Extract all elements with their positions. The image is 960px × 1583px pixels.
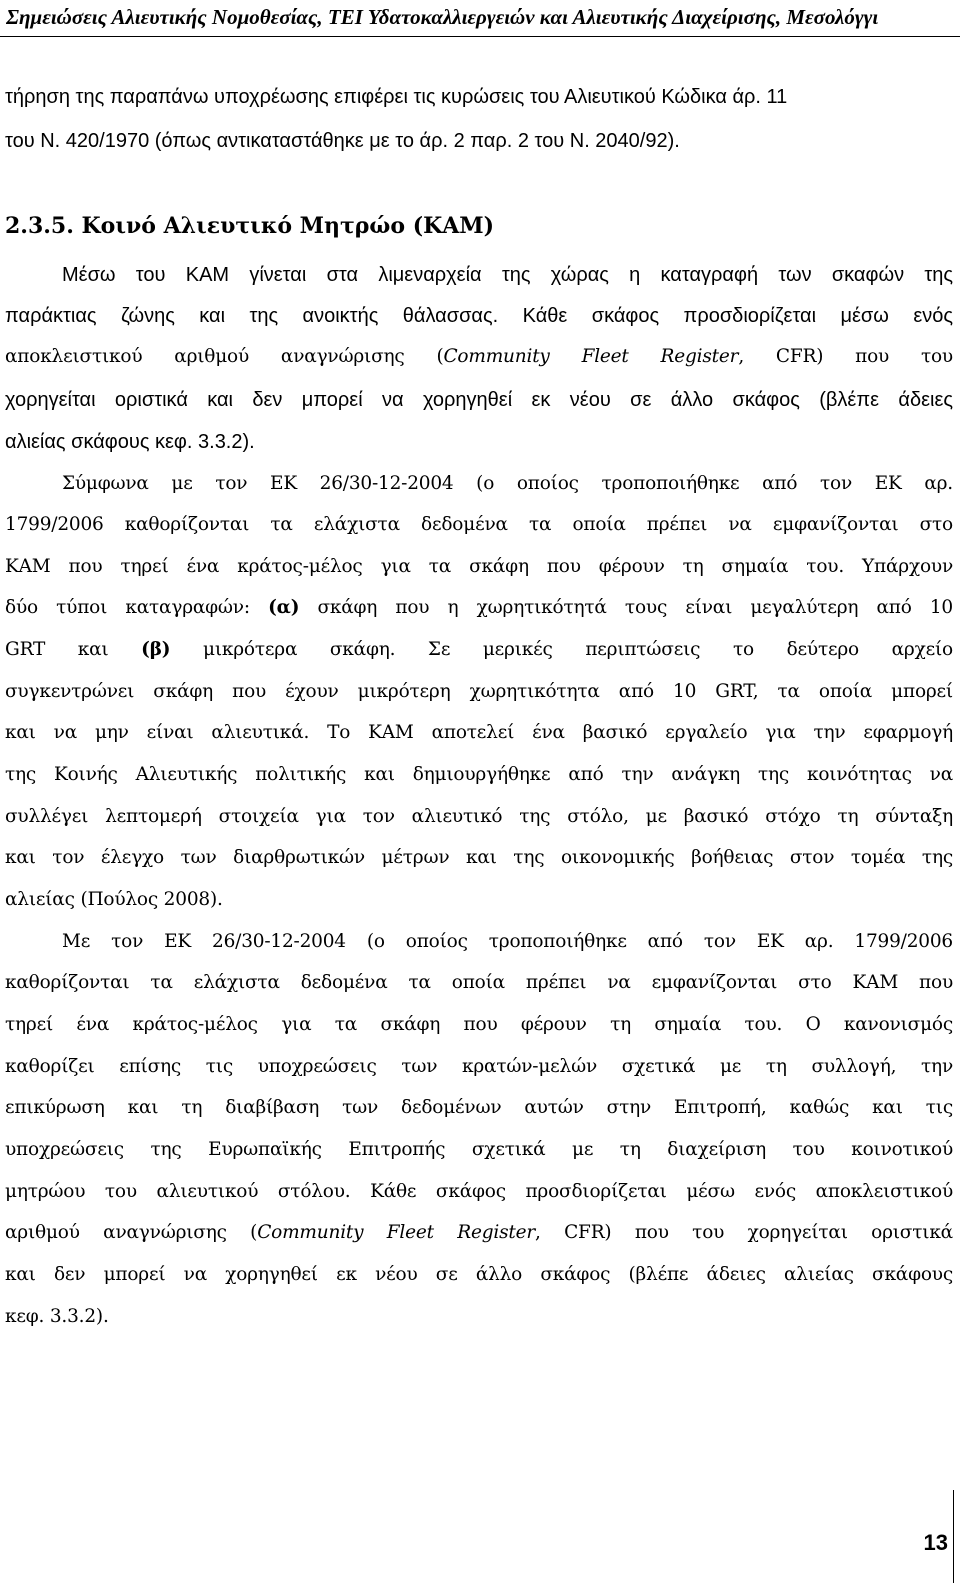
p3-line-1: Με τον ΕΚ 26/30-12-2004 (ο οποίος τροποποιήθηκε από τον ΕΚ αρ. 1799/2006 xyxy=(62,931,953,952)
section-heading: 2.3.5. Κοινό Αλιευτικό Μητρώο (ΚΑΜ) xyxy=(5,213,495,239)
p2-line-6: συγκεντρώνει σκάφη που έχουν μικρότερη χωρητικότητα από 10 GRT, τα οποία μπορεί xyxy=(5,681,953,702)
p2-line-4 xyxy=(5,593,953,623)
intro-line-1: τήρηση της παραπάνω υποχρέωσης επιφέρει τις κυρώσεις του Αλιευτικού Κώδικα άρ. 11 xyxy=(5,86,788,108)
p3-line-9: και δεν μπορεί να χορηγηθεί εκ νέου σε άλλο σκάφος (βλέπε άδειες αλιείας σκάφους xyxy=(5,1264,953,1285)
p2-line-5-a: GRT και xyxy=(5,639,142,660)
running-header-title: Σημειώσεις Αλιευτικής Νομοθεσίας, ΤΕΙ Υδατοκαλλιεργειών και Αλιευτικής Διαχείρισης, Μεσολόγγι xyxy=(6,5,879,29)
p3-line-8-a: αριθμού αναγνώρισης ( xyxy=(5,1222,258,1243)
p2-line-4-b: σκάφη που η χωρητικότητά τους είναι μεγαλύτερη από 10 xyxy=(299,597,953,618)
p2-line-7: και να μην είναι αλιευτικά. Το ΚΑΜ αποτελεί ένα βασικό εργαλείο για την εφαρμογή xyxy=(5,722,953,743)
p3-line-5: επικύρωση και τη διαβίβαση των δεδομένων αυτών στην Επιτροπή, καθώς και τις xyxy=(5,1097,953,1118)
p3-line-7: μητρώου του αλιευτικού στόλου. Κάθε σκάφος προσδιορίζεται μέσω ενός αποκλειστικού xyxy=(5,1181,953,1202)
intro-line-2: του Ν. 420/1970 (όπως αντικαταστάθηκε με το άρ. 2 παρ. 2 του Ν. 2040/92). xyxy=(5,130,680,152)
p3-line-8 xyxy=(5,1218,953,1248)
p1-line-3-a: αποκλειστικού αριθμού αναγνώρισης ( xyxy=(5,346,444,367)
p2-line-5-bold: (β) xyxy=(141,639,171,660)
p1-line-5: αλιείας σκάφους κεφ. 3.3.2). xyxy=(5,431,255,453)
p3-line-3: τηρεί ένα κράτος-μέλος για τα σκάφη που φέρουν τη σημαία του. Ο κανονισμός xyxy=(5,1014,953,1035)
p2-line-4-bold: (α) xyxy=(268,597,300,618)
p3-line-2: καθορίζονται τα ελάχιστα δεδομένα τα οποία πρέπει να εμφανίζονται στο ΚΑΜ που xyxy=(5,972,953,993)
p3-line-6: υποχρεώσεις της Ευρωπαϊκής Επιτροπής σχετικά με τη διαχείριση του κοινοτικού xyxy=(5,1139,953,1160)
p2-line-3: ΚΑΜ που τηρεί ένα κράτος-μέλος για τα σκάφη που φέρουν τη σημαία του. Υπάρχουν xyxy=(5,556,953,577)
p2-line-4-a: δύο τύποι καταγραφών: xyxy=(5,597,269,618)
p2-line-1: Σύμφωνα με τον ΕΚ 26/30-12-2004 (ο οποίος τροποποιήθηκε από τον ΕΚ αρ. xyxy=(62,473,953,494)
p1-line-3-italic: Community Fleet Register xyxy=(443,346,739,367)
p1-line-3 xyxy=(5,342,953,372)
p2-line-11: αλιείας (Πούλος 2008). xyxy=(5,889,223,910)
p1-line-3-b: , CFR) που του xyxy=(738,346,953,367)
p1-line-4: χορηγείται οριστικά και δεν μπορεί να χορηγηθεί εκ νέου σε άλλο σκάφος (βλέπε άδειες xyxy=(5,389,953,411)
running-header xyxy=(0,0,960,37)
p3-line-10: κεφ. 3.3.2). xyxy=(5,1306,109,1327)
footer-rule xyxy=(953,1490,954,1583)
p3-line-8-italic: Community Fleet Register xyxy=(257,1222,536,1243)
p3-line-8-b: , CFR) που του χορηγείται οριστικά xyxy=(535,1222,953,1243)
p2-line-5-b: μικρότερα σκάφη. Σε μερικές περιπτώσεις το δεύτερο αρχείο xyxy=(170,639,953,660)
p2-line-10: και τον έλεγχο των διαρθρωτικών μέτρων και της οικονομικής βοήθειας στον τομέα της xyxy=(5,847,953,868)
p2-line-9: συλλέγει λεπτομερή στοιχεία για τον αλιευτικό της στόλο, με βασικό στόχο τη σύνταξη xyxy=(5,806,953,827)
p1-line-1: Μέσω του ΚΑΜ γίνεται στα λιμεναρχεία της χώρας η καταγραφή των σκαφών της xyxy=(62,264,953,286)
p1-line-2: παράκτιας ζώνης και της ανοικτής θάλασσας. Κάθε σκάφος προσδιορίζεται μέσω ενός xyxy=(5,305,953,327)
p2-line-5 xyxy=(5,635,953,665)
p3-line-4: καθορίζει επίσης τις υποχρεώσεις των κρατών-μελών σχετικά με τη συλλογή, την xyxy=(5,1056,953,1077)
p2-line-8: της Κοινής Αλιευτικής πολιτικής και δημιουργήθηκε από την ανάγκη της κοινότητας να xyxy=(5,764,953,785)
p2-line-2: 1799/2006 καθορίζονται τα ελάχιστα δεδομένα τα οποία πρέπει να εμφανίζονται στο xyxy=(5,514,953,535)
page-number: 13 xyxy=(923,1530,948,1555)
